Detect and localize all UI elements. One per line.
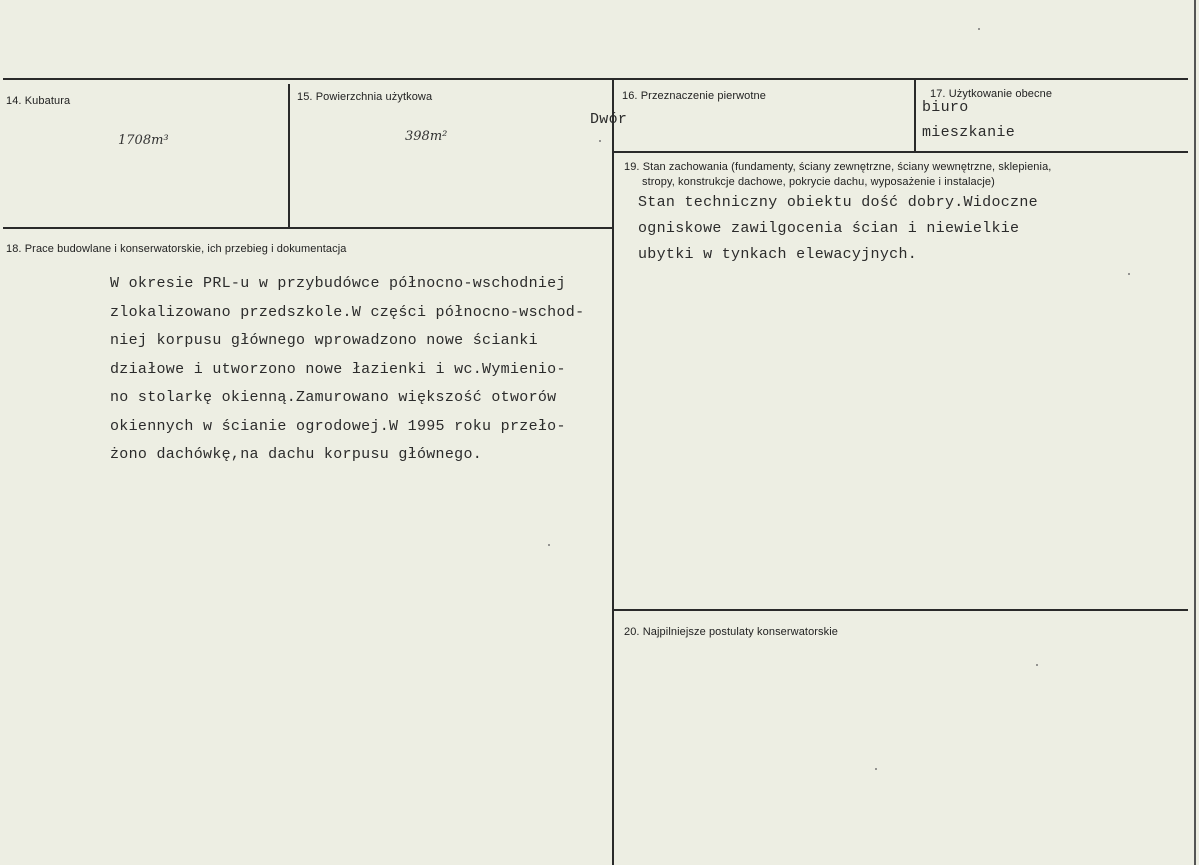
field-18-text bbox=[110, 270, 584, 470]
text-line: no stolarkę okienną.Zamurowano większość otworów bbox=[110, 389, 557, 406]
field-19-label-line-2: stropy, konstrukcje dachowe, pokrycie dachu, wyposażenie i instalacje) bbox=[642, 176, 995, 188]
paper-speck bbox=[548, 544, 550, 546]
text-line: żono dachówkę,na dachu korpusu głównego. bbox=[110, 446, 483, 463]
rule-below-14-15 bbox=[3, 227, 613, 229]
top-rule bbox=[3, 78, 1188, 80]
rule-below-16-17 bbox=[612, 151, 1188, 153]
divider-14-15 bbox=[288, 84, 290, 228]
paper-speck bbox=[978, 28, 980, 30]
field-16-label: 16. Przeznaczenie pierwotne bbox=[622, 90, 766, 102]
field-18-label: 18. Prace budowlane i konserwatorskie, ich przebieg i dokumentacja bbox=[6, 243, 347, 255]
right-edge bbox=[1194, 0, 1196, 865]
text-line: niej korpusu głównego wprowadzono nowe ścianki bbox=[110, 332, 538, 349]
field-15-label: 15. Powierzchnia użytkowa bbox=[297, 91, 433, 103]
field-17-value-2: mieszkanie bbox=[922, 124, 1016, 141]
paper-speck bbox=[875, 768, 877, 770]
field-20-label: 20. Najpilniejsze postulaty konserwatorskie bbox=[624, 626, 839, 638]
field-16-value: Dwór bbox=[590, 111, 628, 128]
paper-speck bbox=[1036, 664, 1038, 666]
text-line: ogniskowe zawilgocenia ścian i niewielkie bbox=[638, 220, 1020, 237]
paper-speck bbox=[599, 140, 601, 142]
text-line: okiennych w ścianie ogrodowej.W 1995 roku przeło- bbox=[110, 417, 566, 435]
field-14-label: 14. Kubatura bbox=[6, 95, 71, 107]
paper-speck bbox=[1128, 273, 1130, 275]
field-17-label: 17. Użytkowanie obecne bbox=[930, 88, 1053, 100]
field-14-value: 1708m³ bbox=[118, 133, 169, 148]
text-line: W okresie PRL-u w przybudówce północno-wschodniej bbox=[110, 275, 566, 292]
field-19-text bbox=[638, 190, 1038, 268]
field-19-label-line-1: 19. Stan zachowania (fundamenty, ściany zewnętrzne, ściany wewnętrzne, sklepienia, bbox=[624, 161, 1052, 173]
divider-16-17 bbox=[914, 79, 916, 151]
field-15-value: 398m² bbox=[405, 129, 448, 144]
divider-main-column bbox=[612, 79, 614, 865]
text-line: Stan techniczny obiektu dość dobry.Widoczne bbox=[638, 194, 1038, 211]
text-line: zlokalizowano przedszkole.W części północno-wschod- bbox=[110, 303, 585, 321]
text-line: ubytki w tynkach elewacyjnych. bbox=[638, 246, 918, 263]
field-17-value-1: biuro bbox=[922, 99, 969, 116]
rule-above-20 bbox=[612, 609, 1188, 611]
text-line: działowe i utworzono nowe łazienki i wc.Wymienio- bbox=[110, 360, 566, 378]
